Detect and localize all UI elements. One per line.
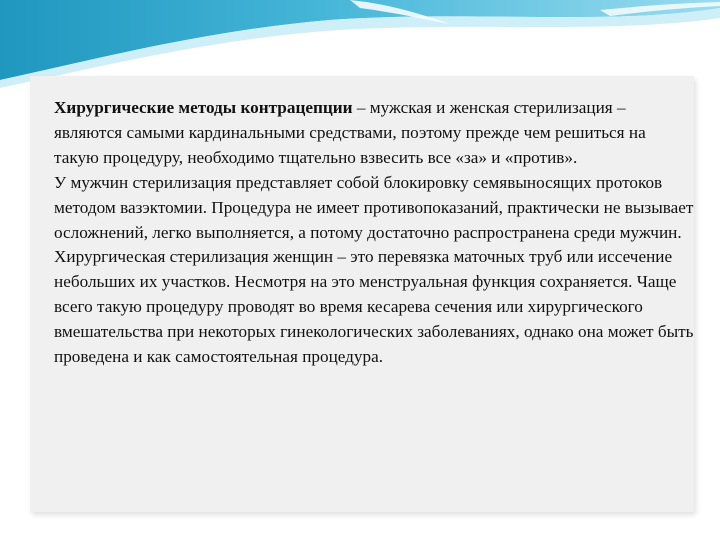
paragraph-intro-text: – мужская и женская стерилизация – являются самыми кардинальными средствами, поэтому прежде чем решиться на такую процедуру, необходимо тщательно взвесить все «за» и «против». xyxy=(54,98,646,167)
paragraph-intro xyxy=(54,96,694,171)
term-surgical-contraception: Хирургические методы контрацепции xyxy=(54,98,353,117)
paragraph-male-sterilization: У мужчин стерилизация представляет собой блокировку семявыносящих протоков методом вазэктомии. Процедура не имеет противопоказаний, практически не вызывает осложнений, легко выполняется, а потому достаточно распространена среди мужчин. xyxy=(54,172,694,242)
paragraph-female-sterilization: Хирургическая стерилизация женщин – это перевязка маточных труб или иссечение небольших их участков. Несмотря на это менструальная функция сохраняется. Чаще всего такую процедуру проводят во время кесарева сечения или хирургического вмешательства при некоторых гинекологических заболеваниях, однако она может быть проведена и как самостоятельная процедура. xyxy=(54,247,694,367)
slide-body-text xyxy=(54,96,694,370)
